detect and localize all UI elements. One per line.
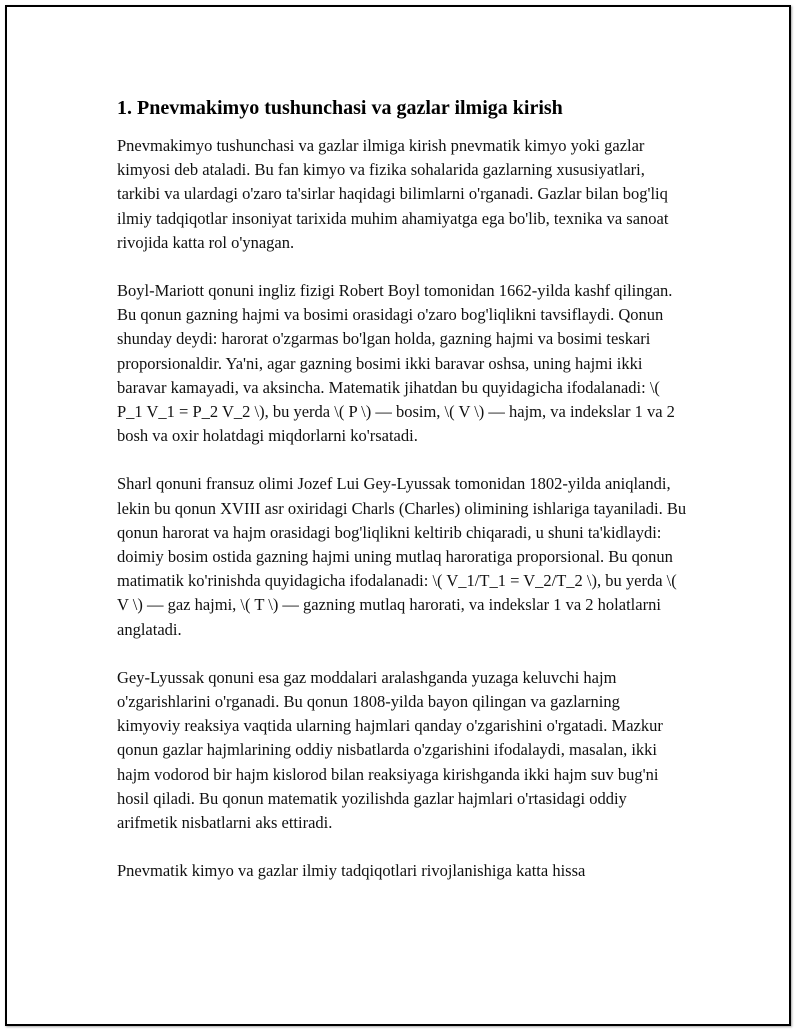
paragraph-contributions: Pnevmatik kimyo va gazlar ilmiy tadqiqotlari rivojlanishiga katta hissa: [117, 861, 586, 881]
paragraph-boyle-mariotte: Boyl-Mariott qonuni ingliz fizigi Robert Boyl tomonidan 1662-yilda kashf qilingan. Bu qonun gazning hajmi va bosimi orasidagi o'zaro bog'liqlikni tavsiflaydi. Qonun shunday deydi: harorat o'zgarmas bo'lgan holda, gazning hajmi va bosimi teskari proporsionaldir. Ya'ni, agar gazning bosimi ikki baravar oshsa, uning hajmi ikki baravar kamayadi, va aksincha. Matematik jihatdan bu quyidagicha ifodalanadi: \( P_1 V_1 = P_2 V_2 \), bu yerda \( P \) — bosim, \( V \) — hajm, va indekslar 1 va 2 bosh va oxir holatdagi miqdorlarni ko'rsatadi.: [117, 281, 675, 446]
section-heading: 1. Pnevmakimyo tushunchasi va gazlar ilmiga kirish: [117, 97, 563, 119]
document-body: [117, 96, 687, 907]
paragraph-intro: Pnevmakimyo tushunchasi va gazlar ilmiga kirish pnevmatik kimyo yoki gazlar kimyosi deb ataladi. Bu fan kimyo va fizika sohalarida gazlarning xususiyatlari, tarkibi va ulardagi o'zaro ta'sirlar haqidagi bilimlarni o'rganadi. Gazlar bilan bog'liq ilmiy tadqiqotlar insoniyat tarixida muhim ahamiyatga ega bo'lib, texnika va sanoat rivojida katta rol o'ynagan.: [117, 136, 669, 252]
paragraph-charles-law: Sharl qonuni fransuz olimi Jozef Lui Gey-Lyussak tomonidan 1802-yilda aniqlandi, lekin bu qonun XVIII asr oxiridagi Charls (Charles) olimining ishlariga tayaniladi. Bu qonun harorat va hajm orasidagi bog'liqlikni keltirib chiqaradi, u shuni ta'kidlaydi: doimiy bosim ostida gazning hajmi uning mutlaq haroratiga proporsional. Bu qonun matimatik ko'rinishda quyidagicha ifodalanadi: \( V_1/T_1 = V_2/T_2 \), bu yerda \( V \) — gaz hajmi, \( T \) — gazning mutlaq harorati, va indekslar 1 va 2 holatlarni anglatadi.: [117, 474, 687, 639]
paragraph-gay-lussac: Gey-Lyussak qonuni esa gaz moddalari aralashganda yuzaga keluvchi hajm o'zgarishlarini o'rganadi. Bu qonun 1808-yilda bayon qilingan va gazlarning kimyoviy reaksiya vaqtida ularning hajmlari qanday o'zgarishini o'rgatadi. Mazkur qonun gazlar hajmlarining oddiy nisbatlarda o'zgarishini ifodalaydi, masalan, ikki hajm vodorod bir hajm kislorod bilan reaksiyaga kirishganda ikki hajm suv bug'ni hosil qiladi. Bu qonun matematik yozilishda gazlar hajmlari o'rtasidagi oddiy arifmetik nisbatlarni aks ettiradi.: [117, 667, 663, 833]
